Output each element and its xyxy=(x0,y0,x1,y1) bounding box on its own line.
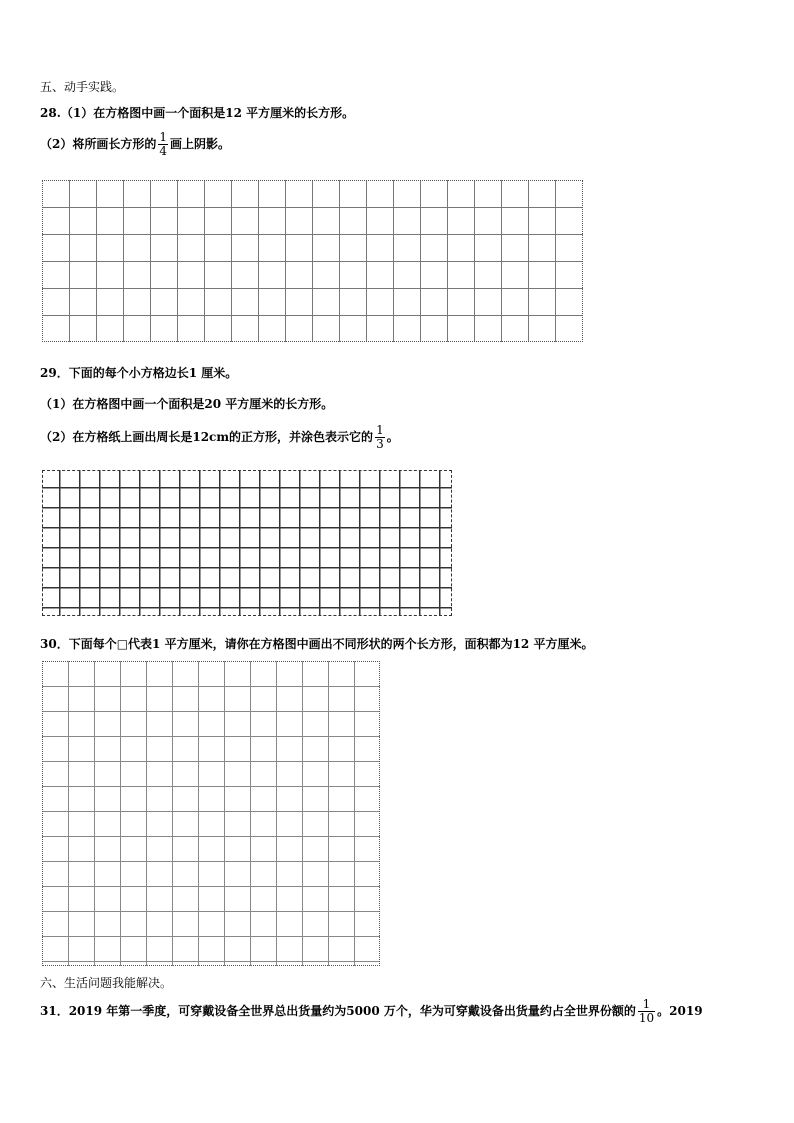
q28-line2-prefix: （2）将所画长方形的 xyxy=(40,137,157,151)
q29-fraction xyxy=(375,424,385,451)
q28-fraction xyxy=(158,131,168,158)
q29-fraction-numerator: 1 xyxy=(376,423,384,437)
q28-line1: 28.（1）在方格图中画一个面积是12 平方厘米的长方形。 xyxy=(40,106,355,120)
q29-line3 xyxy=(40,424,399,451)
q31-line1-prefix: 31．2019 年第一季度，可穿戴设备全世界总出货量约为5000 万个，华为可穿戴设备出货量约占全世界份额的 xyxy=(40,1004,636,1018)
q29-line2: （1）在方格图中画一个面积是20 平方厘米的长方形。 xyxy=(40,397,334,411)
q29-line3-suffix: 。 xyxy=(386,430,399,444)
q28-line2-suffix: 画上阴影。 xyxy=(170,137,231,151)
q28-fraction-numerator: 1 xyxy=(159,130,167,144)
q28-fraction-denominator: 4 xyxy=(159,144,167,158)
q28-line2 xyxy=(40,131,230,158)
q29-line3-prefix: （2）在方格纸上画出周长是12cm的正方形，并涂色表示它的 xyxy=(40,430,374,444)
q29-line1: 29．下面的每个小方格边长1 厘米。 xyxy=(40,366,238,380)
q30-line1: 30．下面每个□代表1 平方厘米，请你在方格图中画出不同形状的两个长方形，面积都为12 平方厘米。 xyxy=(40,637,594,651)
q28-grid[interactable] xyxy=(42,180,583,342)
q31-line1-suffix: 。2019 xyxy=(657,1004,703,1018)
q31-fraction-numerator: 1 xyxy=(642,997,651,1011)
q31-line1 xyxy=(40,998,703,1025)
q31-fraction xyxy=(638,998,655,1025)
q29-fraction-denominator: 3 xyxy=(376,437,384,451)
q31-fraction-denominator: 10 xyxy=(638,1011,655,1025)
q29-grid[interactable] xyxy=(42,470,452,616)
q30-grid[interactable] xyxy=(42,661,380,966)
section6-heading: 六、生活问题我能解决。 xyxy=(40,976,173,990)
section5-heading: 五、动手实践。 xyxy=(40,80,125,94)
